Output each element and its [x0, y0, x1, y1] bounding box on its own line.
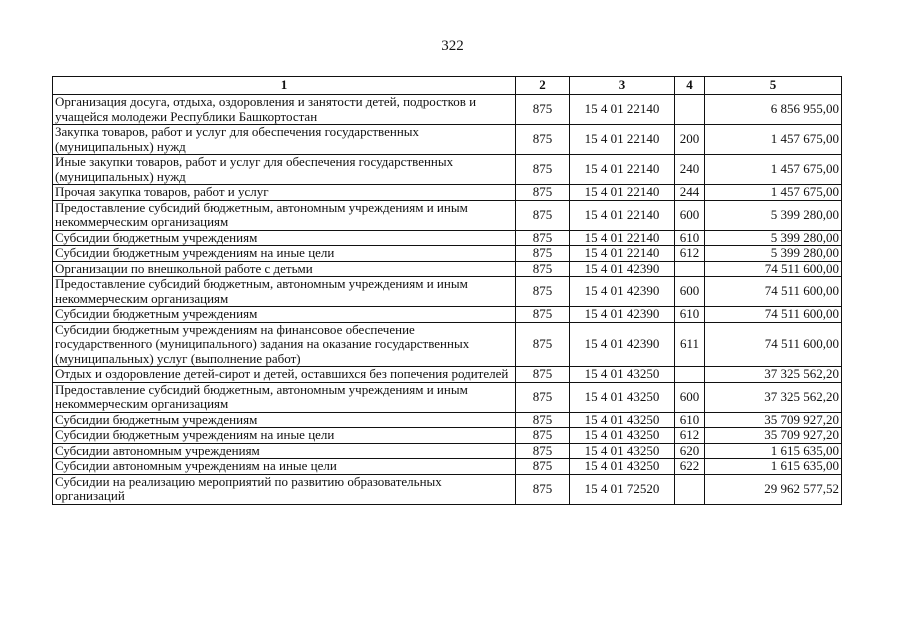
cell-name: Субсидии бюджетным учреждениям на иные цели — [53, 246, 516, 262]
cell-target-article: 15 4 01 43250 — [570, 382, 675, 412]
cell-expense-type — [675, 474, 705, 504]
cell-department-code: 875 — [516, 246, 570, 262]
page-number: 322 — [441, 38, 464, 54]
header-col-1: 1 — [53, 77, 516, 95]
table-row — [53, 246, 842, 262]
table-body — [53, 95, 842, 505]
cell-amount: 1 615 635,00 — [705, 459, 842, 475]
cell-amount: 74 511 600,00 — [705, 307, 842, 323]
cell-amount: 74 511 600,00 — [705, 261, 842, 277]
cell-amount: 37 325 562,20 — [705, 382, 842, 412]
cell-expense-type: 611 — [675, 322, 705, 367]
cell-name: Предоставление субсидий бюджетным, автономным учреждениям и иным некоммерческим организациям — [53, 200, 516, 230]
cell-expense-type: 620 — [675, 443, 705, 459]
cell-expense-type: 600 — [675, 382, 705, 412]
cell-department-code: 875 — [516, 367, 570, 383]
header-col-5: 5 — [705, 77, 842, 95]
cell-name: Предоставление субсидий бюджетным, автономным учреждениям и иным некоммерческим организациям — [53, 277, 516, 307]
cell-name: Субсидии на реализацию мероприятий по развитию образовательных организаций — [53, 474, 516, 504]
table-row — [53, 443, 842, 459]
cell-department-code: 875 — [516, 382, 570, 412]
cell-name: Субсидии автономным учреждениям на иные цели — [53, 459, 516, 475]
cell-name: Иные закупки товаров, работ и услуг для обеспечения государственных (муниципальных) нужд — [53, 155, 516, 185]
cell-expense-type: 622 — [675, 459, 705, 475]
cell-department-code: 875 — [516, 307, 570, 323]
cell-expense-type: 612 — [675, 428, 705, 444]
cell-name: Субсидии бюджетным учреждениям на финансовое обеспечение государственного (муниципального) задания на оказание государственных (муниципальных) услуг (выполнение работ) — [53, 322, 516, 367]
cell-amount: 1 615 635,00 — [705, 443, 842, 459]
table-row — [53, 95, 842, 125]
cell-expense-type: 240 — [675, 155, 705, 185]
cell-department-code: 875 — [516, 185, 570, 201]
table-row — [53, 322, 842, 367]
cell-expense-type: 200 — [675, 125, 705, 155]
cell-expense-type: 610 — [675, 230, 705, 246]
cell-target-article: 15 4 01 22140 — [570, 185, 675, 201]
cell-expense-type: 244 — [675, 185, 705, 201]
cell-department-code: 875 — [516, 412, 570, 428]
cell-target-article: 15 4 01 22140 — [570, 230, 675, 246]
cell-amount: 35 709 927,20 — [705, 412, 842, 428]
cell-target-article: 15 4 01 42390 — [570, 307, 675, 323]
cell-name: Субсидии бюджетным учреждениям — [53, 230, 516, 246]
header-col-4: 4 — [675, 77, 705, 95]
cell-department-code: 875 — [516, 459, 570, 475]
table-row — [53, 367, 842, 383]
cell-amount: 29 962 577,52 — [705, 474, 842, 504]
cell-expense-type: 600 — [675, 277, 705, 307]
table-row — [53, 307, 842, 323]
table-row — [53, 382, 842, 412]
cell-name: Субсидии бюджетным учреждениям — [53, 412, 516, 428]
cell-amount: 1 457 675,00 — [705, 155, 842, 185]
table-row — [53, 459, 842, 475]
cell-expense-type — [675, 261, 705, 277]
cell-name: Субсидии бюджетным учреждениям — [53, 307, 516, 323]
table-row — [53, 474, 842, 504]
cell-target-article: 15 4 01 22140 — [570, 95, 675, 125]
cell-target-article: 15 4 01 42390 — [570, 322, 675, 367]
cell-target-article: 15 4 01 43250 — [570, 459, 675, 475]
cell-amount: 74 511 600,00 — [705, 322, 842, 367]
table-row — [53, 200, 842, 230]
cell-department-code: 875 — [516, 322, 570, 367]
cell-department-code: 875 — [516, 428, 570, 444]
table-row — [53, 230, 842, 246]
cell-amount: 1 457 675,00 — [705, 125, 842, 155]
table-row — [53, 155, 842, 185]
cell-name: Организации по внешкольной работе с детьми — [53, 261, 516, 277]
cell-name: Отдых и оздоровление детей-сирот и детей, оставшихся без попечения родителей — [53, 367, 516, 383]
cell-amount: 35 709 927,20 — [705, 428, 842, 444]
budget-table — [52, 76, 842, 505]
cell-name: Прочая закупка товаров, работ и услуг — [53, 185, 516, 201]
cell-expense-type: 600 — [675, 200, 705, 230]
cell-target-article: 15 4 01 43250 — [570, 412, 675, 428]
table-row — [53, 277, 842, 307]
header-col-3: 3 — [570, 77, 675, 95]
cell-target-article: 15 4 01 22140 — [570, 200, 675, 230]
cell-department-code: 875 — [516, 200, 570, 230]
cell-name: Субсидии бюджетным учреждениям на иные цели — [53, 428, 516, 444]
table-row — [53, 428, 842, 444]
cell-target-article: 15 4 01 72520 — [570, 474, 675, 504]
cell-target-article: 15 4 01 22140 — [570, 155, 675, 185]
cell-amount: 6 856 955,00 — [705, 95, 842, 125]
cell-department-code: 875 — [516, 261, 570, 277]
cell-amount: 5 399 280,00 — [705, 246, 842, 262]
cell-department-code: 875 — [516, 125, 570, 155]
cell-department-code: 875 — [516, 230, 570, 246]
cell-target-article: 15 4 01 42390 — [570, 277, 675, 307]
header-row — [53, 77, 842, 95]
cell-amount: 5 399 280,00 — [705, 200, 842, 230]
cell-amount: 74 511 600,00 — [705, 277, 842, 307]
cell-expense-type — [675, 367, 705, 383]
cell-amount: 1 457 675,00 — [705, 185, 842, 201]
cell-expense-type: 610 — [675, 307, 705, 323]
cell-name: Закупка товаров, работ и услуг для обеспечения государственных (муниципальных) нужд — [53, 125, 516, 155]
header-col-2: 2 — [516, 77, 570, 95]
cell-expense-type — [675, 95, 705, 125]
cell-department-code: 875 — [516, 277, 570, 307]
cell-target-article: 15 4 01 43250 — [570, 443, 675, 459]
cell-target-article: 15 4 01 22140 — [570, 125, 675, 155]
cell-name: Субсидии автономным учреждениям — [53, 443, 516, 459]
cell-target-article: 15 4 01 43250 — [570, 428, 675, 444]
table-row — [53, 125, 842, 155]
cell-department-code: 875 — [516, 474, 570, 504]
cell-department-code: 875 — [516, 155, 570, 185]
cell-name: Предоставление субсидий бюджетным, автономным учреждениям и иным некоммерческим организациям — [53, 382, 516, 412]
table-row — [53, 185, 842, 201]
cell-target-article: 15 4 01 42390 — [570, 261, 675, 277]
table-row — [53, 412, 842, 428]
cell-expense-type: 610 — [675, 412, 705, 428]
cell-department-code: 875 — [516, 443, 570, 459]
cell-target-article: 15 4 01 43250 — [570, 367, 675, 383]
cell-expense-type: 612 — [675, 246, 705, 262]
cell-amount: 5 399 280,00 — [705, 230, 842, 246]
cell-name: Организация досуга, отдыха, оздоровления и занятости детей, подростков и учащейся молодежи Республики Башкортостан — [53, 95, 516, 125]
cell-department-code: 875 — [516, 95, 570, 125]
cell-amount: 37 325 562,20 — [705, 367, 842, 383]
cell-target-article: 15 4 01 22140 — [570, 246, 675, 262]
table-row — [53, 261, 842, 277]
